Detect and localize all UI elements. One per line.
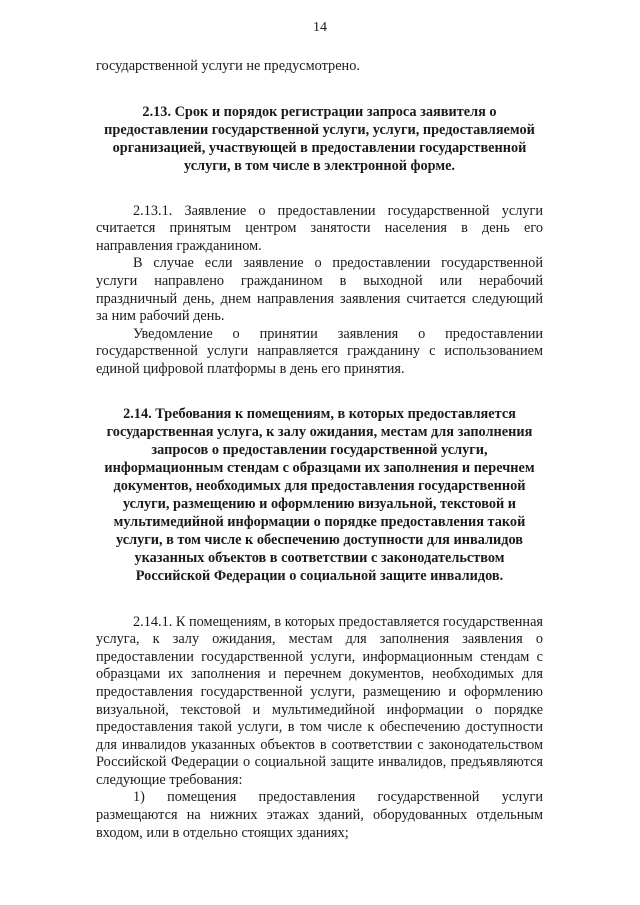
paragraph-2-13-1: 2.13.1. Заявление о предоставлении государственной услуги считается принятым центром занятости населения в день его направления гражданином. [96,202,543,254]
document-body [96,58,543,842]
section-2-13-heading: 2.13. Срок и порядок регистрации запроса заявителя о предоставлении государственной услуги, услуги, предоставляемой организацией, участвующей в предоставлении государственной услуги, в том числе в электронной форме. [104,103,535,174]
paragraph-2-14-1: 2.14.1. К помещениям, в которых предоставляется государственная услуга, к залу ожидания, местам для заполнения заявления о предоставлении государственной услуги, информационным стендам с образцами их заполнения и перечнем документов, необходимых для предоставления государственной услуги, размещению и оформлению визуальной, текстовой и мультимедийной информации о порядке предоставления такой услуги, в том числе к обеспечению доступности для инвалидов указанных объектов в соответствии с законодательством Российской Федерации о социальной защите инвалидов, предъявляются следующие требования: [96,613,543,788]
page-number: 14 [313,20,327,35]
paragraph-2-13-holiday: В случае если заявление о предоставлении государственной услуги направлено гражданином в выходной или нерабочий праздничный день, днем направления заявления считается следующий за ним рабочий день. [96,255,543,325]
paragraph-2-14-1-item-1: 1) помещения предоставления государственной услуги размещаются на нижних этажах зданий, оборудованных отдельным входом, или в отдельно стоящих зданиях; [96,789,543,841]
section-2-14-heading: 2.14. Требования к помещениям, в которых предоставляется государственная услуга, к залу ожидания, местам для заполнения запросов о предоставлении государственной услуги, информационным стендам с образцами их заполнения и перечнем документов, необходимых для предоставления государственной услуги, размещению и оформлению визуальной, текстовой и мультимедийной информации о порядке предоставления такой услуги, в том числе к обеспечению доступности для инвалидов указанных объектов в соответствии с законодательством Российской Федерации о социальной защите инвалидов. [104,405,535,584]
paragraph-2-13-notification: Уведомление о принятии заявления о предоставлении государственной услуги направляется гражданину с использованием единой цифровой платформы в день его принятия. [96,325,543,377]
intro-line: государственной услуги не предусмотрено. [96,58,360,74]
